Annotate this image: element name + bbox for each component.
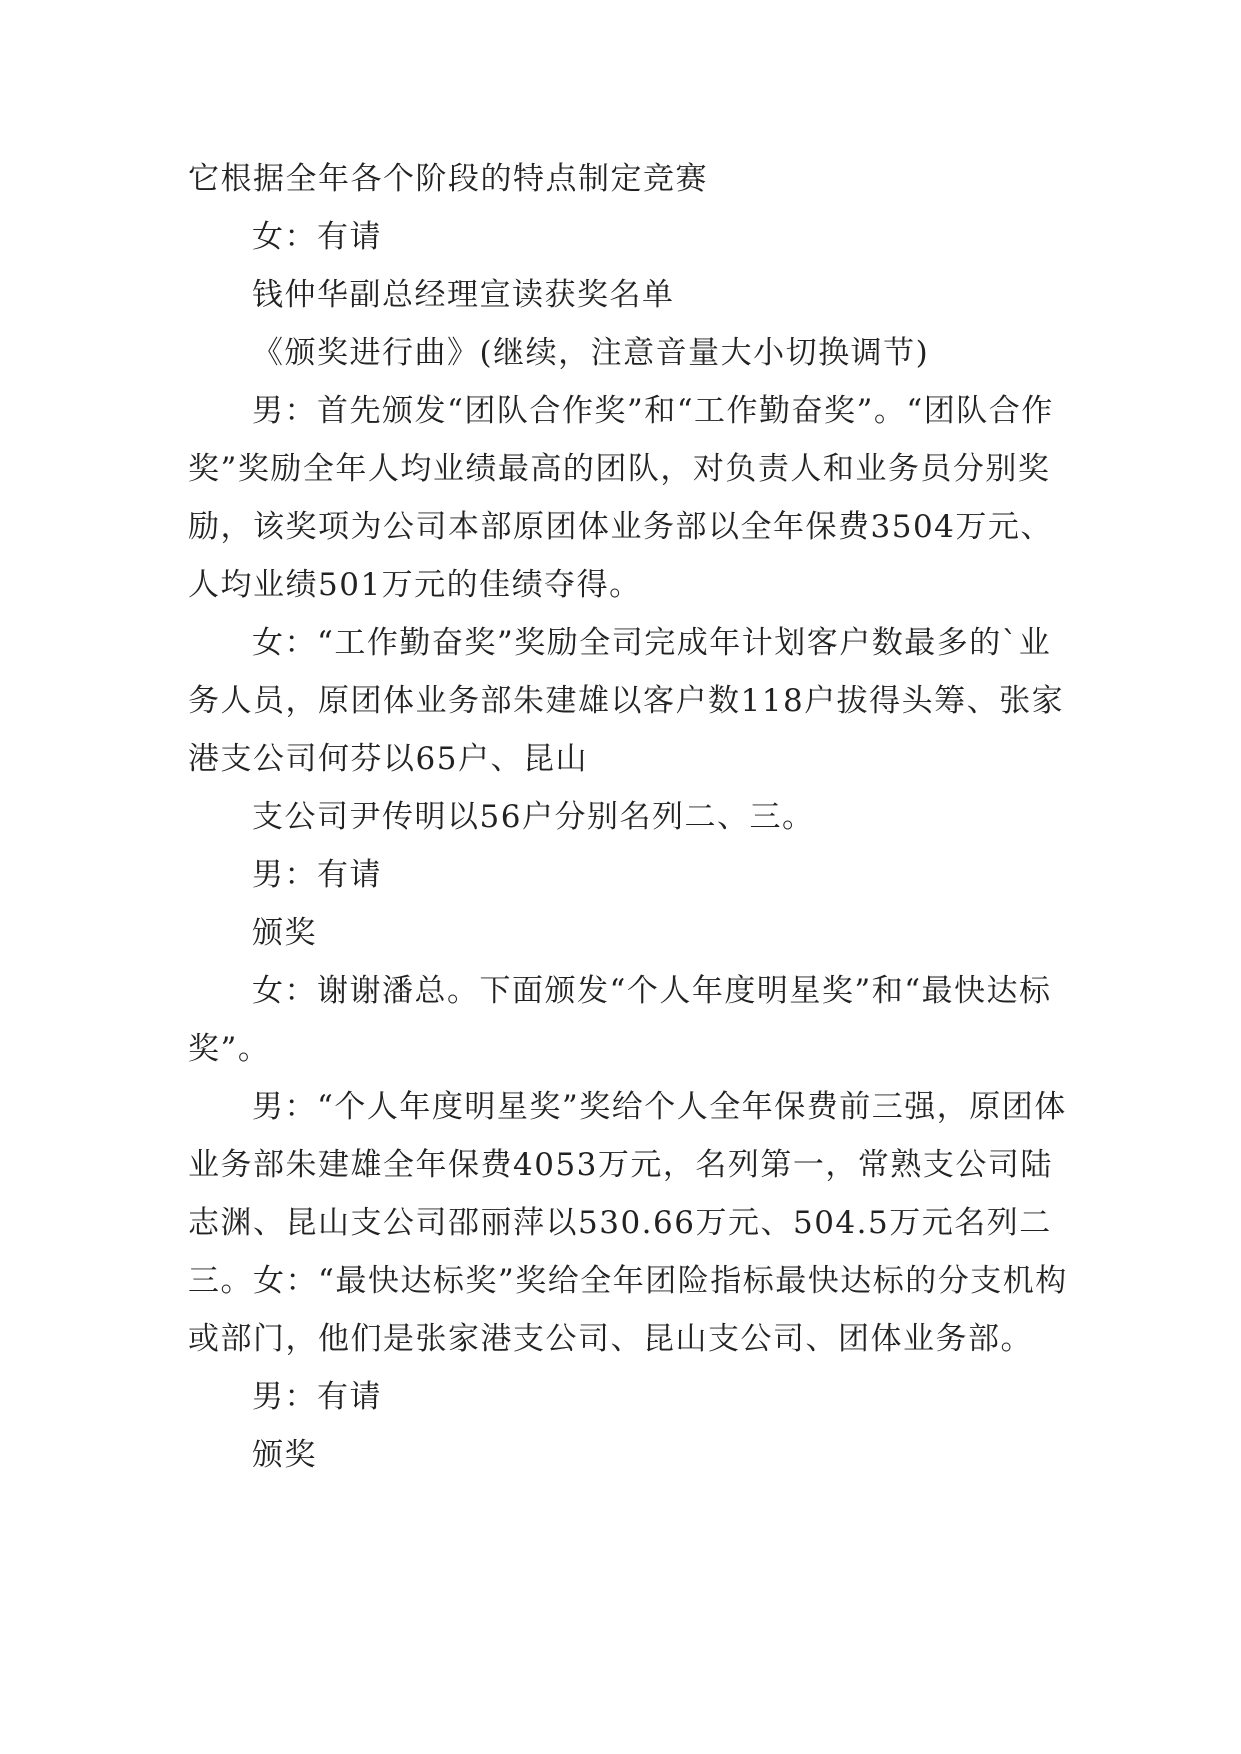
paragraph-9: 颁奖	[252, 915, 317, 951]
paragraph-1: 它根据全年各个阶段的特点制定竞赛	[188, 161, 708, 197]
paragraph-6: 女：“工作勤奋奖”奖励全司完成年计划客户数最多的`业务人员，原团体业务部朱建雄以客户数118户拔得头筹、张家港支公司何芬以65户、昆山	[188, 625, 1065, 777]
document-page	[188, 150, 1068, 1484]
paragraph-5: 男：首先颁发“团队合作奖”和“工作勤奋奖”。“团队合作奖”奖励全年人均业绩最高的团队，对负责人和业务员分别奖励，该奖项为公司本部原团体业务部以全年保费3504万元、人均业绩501万元的佳绩夺得。	[188, 393, 1054, 603]
paragraph-2: 女：有请	[252, 219, 382, 255]
paragraph-13: 颁奖	[252, 1437, 317, 1473]
paragraph-12: 男：有请	[252, 1379, 382, 1415]
paragraph-10: 女：谢谢潘总。下面颁发“个人年度明星奖”和“最快达标奖”。	[188, 973, 1052, 1067]
paragraph-7: 支公司尹传明以56户分别名列二、三。	[252, 799, 815, 835]
paragraph-3: 钱仲华副总经理宣读获奖名单	[252, 277, 675, 313]
paragraph-11: 男：“个人年度明星奖”奖给个人全年保费前三强，原团体业务部朱建雄全年保费4053万元，名列第一，常熟支公司陆志渊、昆山支公司邵丽萍以530.66万元、504.5万元名列二三。女：“最快达标奖”奖给全年团险指标最快达标的分支机构或部门，他们是张家港支公司、昆山支公司、团体业务部。	[188, 1089, 1068, 1357]
paragraph-8: 男：有请	[252, 857, 382, 893]
paragraph-4: 《颁奖进行曲》(继续，注意音量大小切换调节)	[252, 335, 930, 371]
